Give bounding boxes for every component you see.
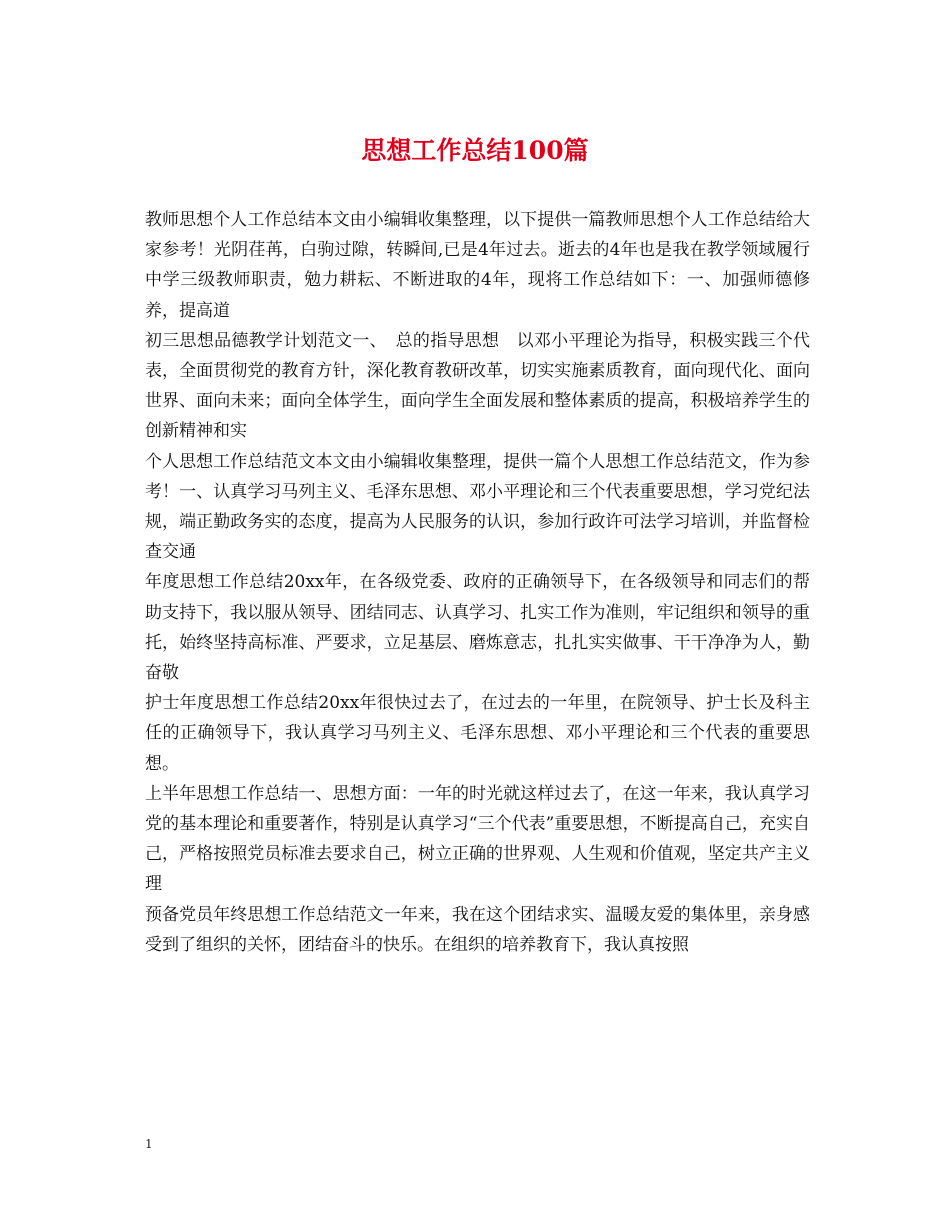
paragraph: 个人思想工作总结范文本文由小编辑收集整理，提供一篇个人思想工作总结范文，作为参考！一、认真学习马列主义、毛泽东思想、邓小平理论和三个代表重要思想，学习党纪法规，端正勤政务实的态度，提高为人民服务的认识，参加行政许可法学习培训，并监督检查交通 — [145, 451, 810, 563]
paragraph: 初三思想品德教学计划范文一、 总的指导思想 以邓小平理论为指导，积极实践三个代表，全面贯彻党的教育方针，深化教育教研改革，切实实施素质教育，面向现代化、面向世界、面向未来；面向全体学生，面向学生全面发展和整体素质的提高，积极培养学生的创新精神和实 — [145, 330, 810, 442]
paragraph: 教师思想个人工作总结本文由小编辑收集整理，以下提供一篇教师思想个人工作总结给大家参考！光阴荏苒，白驹过隙，转瞬间,已是4年过去。逝去的4年也是我在教学领域履行中学三级教师职责，勉力耕耘、不断进取的4年，现将工作总结如下：一、加强师德修养，提高道 — [145, 210, 810, 321]
paragraph: 年度思想工作总结20xx年，在各级党委、政府的正确领导下，在各级领导和同志们的帮助支持下，我以服从领导、团结同志、认真学习、扎实工作为准则，牢记组织和领导的重托，始终坚持高标准、严要求，立足基层、磨炼意志，扎扎实实做事、干干净净为人，勤奋敬 — [145, 572, 810, 684]
paragraph: 预备党员年终思想工作总结范文一年来，我在这个团结求实、温暖友爱的集体里，亲身感受到了组织的关怀，团结奋斗的快乐。在组织的培养教育下，我认真按照 — [145, 904, 810, 955]
paragraph: 护士年度思想工作总结20xx年很快过去了，在过去的一年里，在院领导、护士长及科主任的正确领导下，我认真学习马列主义、毛泽东思想、邓小平理论和三个代表的重要思想。 — [145, 693, 810, 774]
page-number: 1 — [145, 1137, 153, 1151]
document-body — [145, 205, 810, 960]
document-title: 思想工作总结100篇 — [361, 136, 589, 165]
paragraph: 上半年思想工作总结一、思想方面：一年的时光就这样过去了，在这一年来，我认真学习党的基本理论和重要著作，特别是认真学习“三个代表”重要思想，不断提高自己，充实自己，严格按照党员标准去要求自己，树立正确的世界观、人生观和价值观，坚定共产主义理 — [145, 783, 810, 895]
